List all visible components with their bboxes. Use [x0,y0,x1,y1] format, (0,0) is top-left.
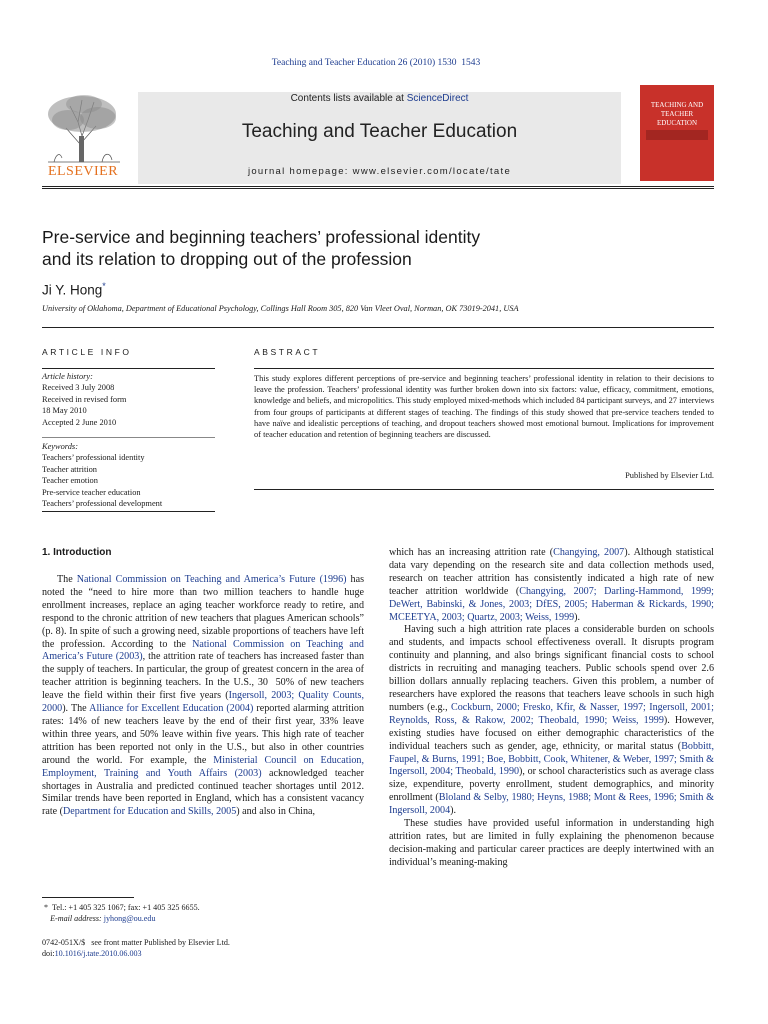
sciencedirect-link[interactable]: ScienceDirect [406,93,469,104]
keyword: Pre-service teacher education [42,487,141,497]
contents-prefix: Contents lists available at [290,93,407,104]
citation-link[interactable]: Changying, 2007; Darling-Hammond, 1999; DeWert, Babinski, & Jones, 2003; DfES, 2005; Haberman & Rickards, 1990; MCEETYA, 2003; Quartz, 2003; Weiss, 1999 [389,585,714,623]
article-info-heading: ARTICLE INFO [42,347,132,357]
issn-line: 0742-051X/$ see front matter Published by Elsevier Ltd. [42,938,230,947]
doi-label: doi: [42,948,55,958]
journal-homepage[interactable]: journal homepage: www.elsevier.com/locate/tate [247,166,512,177]
journal-name: Teaching and Teacher Education [241,121,518,142]
citation-link[interactable]: National Commission on Teaching and America’s Future (1996) [76,574,347,585]
elsevier-logo-text: ELSEVIER [47,164,119,179]
citation-link[interactable]: Department for Education and Skills, 2005 [63,806,237,818]
keywords-rule [42,437,215,438]
article-history [42,371,214,428]
section-heading-introduction: 1. Introduction [42,547,112,558]
tree-icon [42,92,124,164]
footnote-email-label: E-mail address: [50,913,104,923]
citation-link[interactable]: Ingersoll, 2003; Quality Counts, 2000 [42,690,365,715]
doi-line [42,949,362,960]
citation-link[interactable]: Cockburn, 2000; Fresko, Kfir, & Nasser, 1997; Ingersoll, 2001; Reynolds, Ross, & Rakow, 2002; Theobald, 1990; Weiss, 1999 [389,701,714,726]
article-info-bottom-rule [42,511,215,512]
keyword: Teacher emotion [42,476,98,486]
author [42,281,106,298]
footnote-tel [42,903,362,914]
author-footnote-mark[interactable]: * [102,281,106,291]
history-item: Accepted 2 June 2010 [42,417,117,427]
journal-citation[interactable]: Teaching and Teacher Education 26 (2010) 1530 1543 [271,58,481,68]
title-rule [42,327,714,328]
body-paragraph: which has an increasing attrition rate (Changying, 2007). Although statistical data vary depending on the research site and data collection methods used, research on teacher attrition has consistently indicated a high rate of new teacher attrition worldwide (Changying, 2007; Darling-Hammond, 1999; DeWert, Babinski, & Jones, 2003; DfES, 2005; Haberman & Rickards, 1990; MCEETYA, 2003; Quartz, 2003; Weiss, 1999). [389,547,714,623]
article-info-rule [42,368,215,369]
body-column-right [389,547,714,870]
footnote-rule [42,897,134,898]
body-column-left [42,574,364,819]
contents-line [138,93,621,104]
header-rule [42,186,714,187]
abstract-bottom-rule [254,489,714,490]
abstract-publisher: Published by Elsevier Ltd. [625,471,714,480]
author-name: Ji Y. Hong [42,282,103,298]
article-title-line-2: and its relation to dropping out of the profession [42,249,412,269]
article-title [42,226,602,270]
journal-cover-title: TEACHING AND TEACHER EDUCATION [650,101,704,127]
footnote-email-line [42,914,362,925]
header-rule-2 [42,188,714,189]
citation-link[interactable]: Bobbitt, Faupel, & Burns, 1991; Boe, Bobbitt, Cook, Whitener, & Weber, 1997; Smith & Ingersoll, 2004; Theobald, 1990 [389,740,714,778]
author-affiliation: University of Oklahoma, Department of Educational Psychology, Collings Hall Room 305, 820 Van Vleet Oval, Norman, OK 73019-2041, USA [42,304,519,313]
body-paragraph: The National Commission on Teaching and America’s Future (1996) has noted the “need to hire more than two million teachers to handle huge enrollment increases, replace an aging teacher workforce ready to retire, and respond to the chronic attrition of new teachers that plagues American schools” (p. 8). In spite of such a growing need, sizable proportions of teachers have left the profession. According to the National Commission on Teaching and America’s Future (2003), the attrition rate of teachers has increased faster than the supply of teachers. In particular, the group of greatest concern in the area of teacher attrition is beginning teachers. In the U.S., 30 50% of new teachers leave the field within their first five years (Ingersoll, 2003; Quality Counts, 2000). The Alliance for Excellent Education (2004) reported alarming attrition rates: 14% of new teachers leave by the end of their first year, 33% leave within three years, and 50% leave within five years. This high rate of teacher attrition has been reported not only in the U.S., but also in other countries around the world. For example, the Ministerial Council on Education, Employment, Training and Youth Affairs (2003) acknowledged teacher shortages in Australia and predicted continued teacher shortages until 2012. Similar trends have been reported in England, which has a consistent vacancy rate (Department for Education and Skills, 2005) and also in China, [42,574,365,818]
abstract-rule [254,368,714,369]
abstract-heading: ABSTRACT [254,347,321,357]
keyword: Teachers’ professional identity [42,453,145,463]
footnote-mark: * [44,903,49,912]
citation-link[interactable]: Changying, 2007 [553,547,625,558]
doi-link[interactable]: 10.1016/j.tate.2010.06.003 [54,948,142,958]
citation-link[interactable]: Ministerial Council on Education, Employment, Training and Youth Affairs (2003) [42,754,364,779]
journal-cover-band [646,130,708,140]
footnote-email-link[interactable]: jyhong@ou.edu [103,913,156,923]
keyword: Teacher attrition [42,464,97,474]
keyword: Teachers’ professional development [42,499,163,509]
citation-link[interactable]: Bloland & Selby, 1980; Heyns, 1988; Mont & Rees, 1996; Smith & Ingersoll, 2004 [389,792,714,817]
author-footnote [42,903,362,924]
article-front-matter [42,938,362,960]
keywords-label: Keywords: [42,442,78,451]
history-label: Article history: [42,372,93,381]
keywords [42,441,214,509]
history-item: 18 May 2010 [42,406,87,416]
citation-link[interactable]: Alliance for Excellent Education (2004) [89,703,254,715]
body-paragraph: Having such a high attrition rate places a considerable burden on schools and students, and impacts school effectiveness overall. It disrupts program continuity and planning, and also brings significant financial costs to school districts in recruiting and managing teachers. Public schools spend over 2.6 billion dollars annually replacing teachers. Given this problem, a number of researchers have explored the reasons that teachers leave schools in such high numbers (e.g., Cockburn, 2000; Fresko, Kfir, & Nasser, 1997; Ingersoll, 2001; Reynolds, Ross, & Rakow, 2002; Theobald, 1990; Weiss, 1999). However, existing studies have focused on either demographic characteristics of the individual teachers such as gender, age, ethnicity, or marital status (Bobbitt, Faupel, & Burns, 1991; Boe, Bobbitt, Cook, Whitener, & Weber, 1997; Smith & Ingersoll, 2004; Theobald, 1990), or school characteristics such as average class size, expenditure, poverty enrollment, student demographics, and minority enrollment (Bloland & Selby, 1980; Heyns, 1988; Mont & Rees, 1996; Smith & Ingersoll, 2004). [389,624,714,817]
abstract-text: This study explores different perceptions of pre-service and beginning teachers’ professional identity in relation to their decisions to leave the profession. Teachers’ professional identity was further broken down into six factors: value, efficacy, commitment, emotions, knowledge and beliefs, and micropolitics. This study employed mixed-methods which included 84 participant surveys, and 27 interviews from four groups of participants at different stages of teaching. The findings of this study showed that pre-service teachers tended to have naïve and idealistic perceptions of teaching, and dropout teachers showed most emotional burnout. Implications for improvement of teacher education and retention of beginning teachers are discussed. [254,374,714,440]
history-item: Received in revised form [42,394,127,404]
article-title-line-1: Pre-service and beginning teachers’ professional identity [42,227,481,247]
body-paragraph: These studies have provided useful information in understanding high attrition rates, but are limited in fully explaining the phenomenon because decision-making and particular career practices are deeply intertwined with an individual’s meaning-making [389,818,714,868]
footnote-tel-text: Tel.: +1 405 325 1067; fax: +1 405 325 6655. [51,903,200,912]
history-item: Received 3 July 2008 [42,383,115,393]
citation-link[interactable]: National Commission on Teaching and America’s Future (2003) [42,638,364,663]
